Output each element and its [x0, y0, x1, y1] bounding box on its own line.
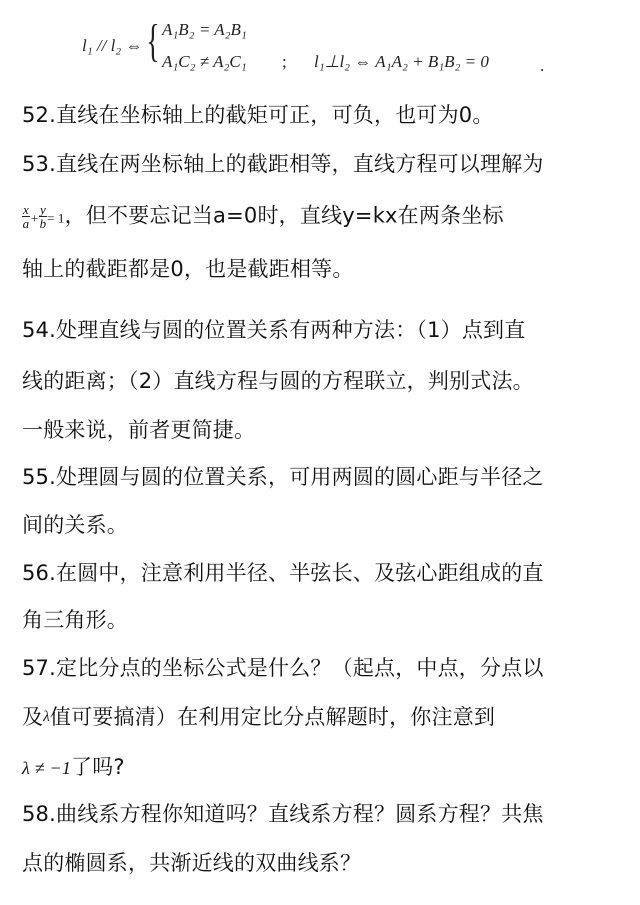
formula-period: .	[540, 56, 545, 75]
item-56-line-1: 56.在圆中，注意利用半径、半弦长、及弦心距组成的直	[22, 561, 544, 585]
item-57-line-2	[22, 705, 495, 729]
item-52: 52.直线在坐标轴上的截矩可正，可负，也可为0。	[22, 103, 494, 127]
lambda-not-minus-one: λ ≠ −1	[22, 758, 72, 778]
semicolon: ;	[282, 52, 287, 71]
item-54-line-3: 一般来说，前者更简捷。	[22, 418, 256, 442]
item-54-line-2: 线的距离；（2）直线方程与圆的方程联立，判别式法。	[22, 369, 534, 393]
item-58-line-1: 58.曲线系方程你知道吗？直线系方程？圆系方程？共焦	[22, 802, 544, 826]
item-58-line-2: 点的椭圆系，共渐近线的双曲线系？	[22, 851, 362, 875]
parallel-eq-bottom: A₁C₂ ≠ A₂C₁	[162, 52, 247, 71]
fraction-y-over-b: $\frac{y}{b}$	[39, 202, 47, 231]
plus-sign: +	[29, 210, 39, 226]
item-53-line-1: 53.直线在两坐标轴上的截距相等，直线方程可以理解为	[22, 152, 544, 176]
fraction-x-over-a: $\frac{x}{a}$	[22, 202, 30, 231]
perpendicular-condition: l₁⊥l₂ ⇔ A₁A₂ + B₁B₂ = 0	[314, 52, 489, 71]
item-53-line-2	[22, 203, 504, 231]
parallel-condition-lhs: l₁ // l₂ ⇔	[82, 36, 143, 55]
item-53-line-3: 轴上的截距都是0，也是截距相等。	[22, 257, 354, 281]
item-57-line-1: 57.定比分点的坐标公式是什么？（起点，中点，分点以	[22, 656, 544, 680]
item-57-line-2-start: 及	[22, 705, 44, 729]
brace-symbol: {	[146, 15, 160, 66]
item-55-line-2: 间的关系。	[22, 513, 128, 537]
formula-row	[82, 14, 622, 84]
item-57-line-3	[22, 755, 125, 780]
item-57-line-3-text: 了吗?	[71, 755, 125, 779]
lambda-symbol: λ	[43, 709, 50, 725]
item-56-line-2: 角三角形。	[22, 608, 128, 632]
equals-one: = 1	[46, 210, 65, 226]
item-53-line-2-text: ，但不要忘记当a=0时，直线y=kx在两条坐标	[64, 203, 504, 228]
parallel-eq-top: A₁B₂ = A₂B₁	[162, 20, 247, 39]
item-55-line-1: 55.处理圆与圆的位置关系，可用两圆的圆心距与半径之	[22, 465, 544, 489]
item-57-line-2-text: 值可要搞清）在利用定比分点解题时，你注意到	[49, 705, 496, 729]
item-54-line-1: 54.处理直线与圆的位置关系有两种方法：（1）点到直	[22, 318, 526, 342]
